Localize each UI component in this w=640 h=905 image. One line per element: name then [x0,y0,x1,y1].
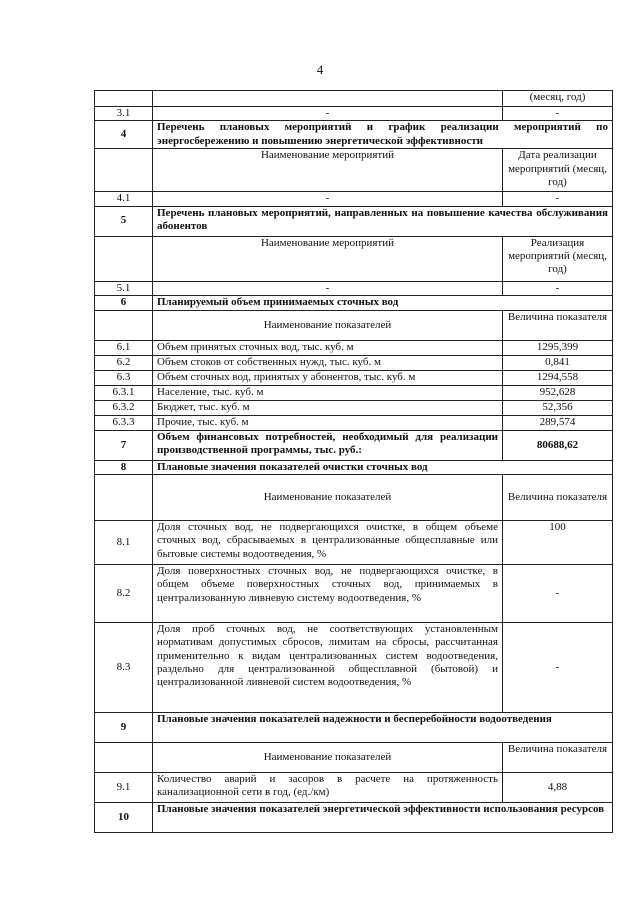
column-header-name: Наименование показателей [153,310,503,340]
section-header [95,295,613,310]
row-value: 952,628 [503,385,613,400]
table-row [95,400,613,415]
section-title: Плановые значения показателей очистки сточных вод [153,460,613,474]
section-number: 9 [95,713,153,743]
row-value: - [503,623,613,713]
row-name: Объем сточных вод, принятых у абонентов, тыс. куб. м [153,370,503,385]
table-row [95,192,613,206]
value-cell: (месяц, год) [503,91,613,107]
section-title: Объем финансовых потребностей, необходимый для реализации производственной программы, тыс. руб.: [153,430,503,460]
row-value: 289,574 [503,415,613,430]
table-row [95,415,613,430]
row-value: - [503,192,613,206]
row-name: Население, тыс. куб. м [153,385,503,400]
row-value: - [503,565,613,623]
row-value: 4,88 [503,773,613,803]
section-number: 4 [95,121,153,149]
section-header [95,713,613,743]
table-row [95,565,613,623]
row-number: 6.1 [95,340,153,355]
section-title: Планируемый объем принимаемых сточных вод [153,295,613,310]
row-value: - [503,281,613,295]
row-number: 8.3 [95,623,153,713]
row-name: - [153,107,503,121]
row-value: 1295,399 [503,340,613,355]
section-number: 5 [95,206,153,236]
row-name: Доля поверхностных сточных вод, не подвергающихся очистке, в общем объеме поверхностных сточных вод, принимаемых в централизованную ливневую систему водоотведения, % [153,565,503,623]
table-row [95,521,613,565]
table-row [95,773,613,803]
row-number: 3.1 [95,107,153,121]
section-header [95,121,613,149]
row-number: 6.2 [95,355,153,370]
row-name: Прочие, тыс. куб. м [153,415,503,430]
section-header [95,206,613,236]
section-title: Перечень плановых мероприятий, направленных на повышение качества обслуживания абонентов [153,206,613,236]
table-row [95,355,613,370]
row-name: - [153,281,503,295]
row-value: 0,841 [503,355,613,370]
column-header-value: Величина показателя [503,310,613,340]
column-header-name: Наименование показателей [153,743,503,773]
row-number: 6.3.3 [95,415,153,430]
column-header-row [95,149,613,192]
column-header-row [95,743,613,773]
column-header-value: Дата реализации мероприятий (месяц, год) [503,149,613,192]
column-header-row [95,475,613,521]
row-name: Доля сточных вод, не подвергающихся очистке, в общем объеме сточных вод, сбрасываемых в централизованные общесплавные или бытовые системы водоотведения, % [153,521,503,565]
section-header [95,430,613,460]
row-name: Доля проб сточных вод, не соответствующих установленным нормативам допустимых сбросов, лимитам на сбросы, рассчитанная применительно к видам централизованных систем водоотведения, раздельно для централизованной общесплавной (бытовой) и централизованной ливневой систем водоотведения, % [153,623,503,713]
row-name: - [153,192,503,206]
column-header-row [95,236,613,281]
section-header [95,460,613,474]
production-program-table [94,90,613,833]
section-number: 10 [95,803,153,833]
table-row [95,340,613,355]
row-number: 5.1 [95,281,153,295]
column-header-value: Величина показателя [503,743,613,773]
row-number: 4.1 [95,192,153,206]
column-header-name: Наименование мероприятий [153,149,503,192]
column-header-value: Реализация мероприятий (месяц, год) [503,236,613,281]
column-header-name: Наименование мероприятий [153,236,503,281]
row-name: Количество аварий и засоров в расчете на протяженность канализационной сети в год, (ед./км) [153,773,503,803]
row-value: 100 [503,521,613,565]
financing-value: 80688,62 [503,430,613,460]
table-row [95,385,613,400]
row-name: Объем стоков от собственных нужд, тыс. куб. м [153,355,503,370]
section-title: Плановые значения показателей энергетической эффективности использования ресурсов [153,803,613,833]
table-row [95,107,613,121]
row-number: 6.3.2 [95,400,153,415]
row-value: 1294,558 [503,370,613,385]
table-row [95,281,613,295]
section-number: 8 [95,460,153,474]
section-header [95,803,613,833]
section-title: Плановые значения показателей надежности и бесперебойности водоотведения [153,713,613,743]
column-header-row [95,310,613,340]
section-number: 7 [95,430,153,460]
row-number: 9.1 [95,773,153,803]
row-number: 8.2 [95,565,153,623]
row-value: 52,356 [503,400,613,415]
table-row [95,623,613,713]
section-number: 6 [95,295,153,310]
page-number: 4 [316,62,324,77]
row-name: Бюджет, тыс. куб. м [153,400,503,415]
section-title: Перечень плановых мероприятий и график реализации мероприятий по энергосбережению и повышению энергетической эффективности [153,121,613,149]
row-value: - [503,107,613,121]
table-row [95,91,613,107]
row-number: 6.3 [95,370,153,385]
row-number: 8.1 [95,521,153,565]
column-header-name: Наименование показателей [153,475,503,521]
row-name: Объем принятых сточных вод, тыс. куб. м [153,340,503,355]
row-number: 6.3.1 [95,385,153,400]
column-header-value: Величина показателя [503,475,613,521]
table-row [95,370,613,385]
